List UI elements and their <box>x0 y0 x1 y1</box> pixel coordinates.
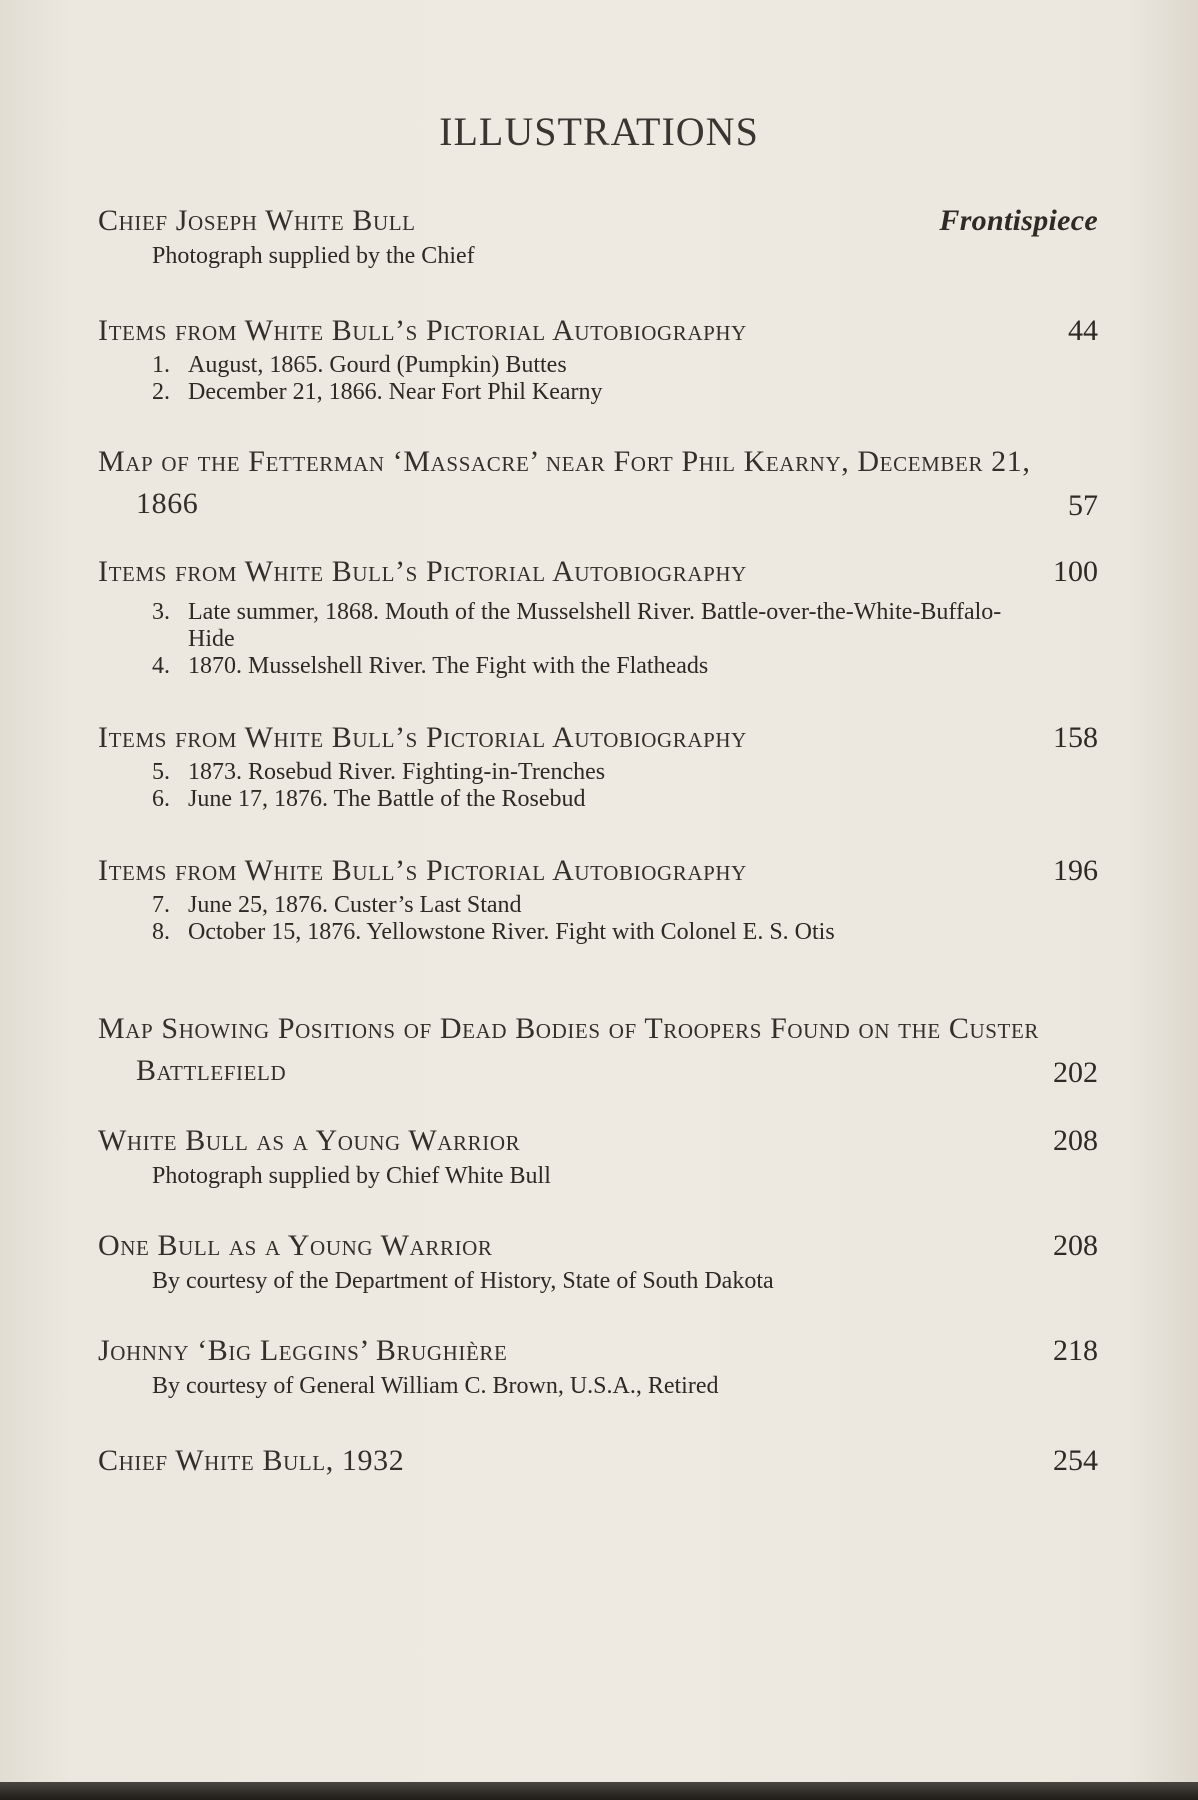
illustration-entry <box>98 1440 1098 1482</box>
item-text: August, 1865. Gourd (Pumpkin) Buttes <box>188 352 567 378</box>
illustration-entry <box>98 200 1098 270</box>
list-item <box>152 352 1032 379</box>
item-text: Late summer, 1868. Mouth of the Musselshell River. Battle-over-the-White-Buffalo-Hide <box>188 599 1002 652</box>
item-text: 1873. Rosebud River. Fighting-in-Trenches <box>188 759 606 785</box>
illustration-entry <box>98 850 1098 946</box>
entry-heading: White Bull as a Young Warrior <box>98 1124 521 1157</box>
entry-heading: Items from White Bull’s Pictorial Autobiography <box>98 555 747 588</box>
entry-heading: Map Showing Positions of Dead Bodies of Troopers Found on the Custer Battlefield <box>98 1012 1040 1087</box>
page-number: 100 <box>1053 555 1098 588</box>
item-number: 8. <box>152 919 170 945</box>
illustration-entry <box>98 1120 1098 1190</box>
item-text: June 17, 1876. The Battle of the Rosebud <box>188 786 586 812</box>
illustration-entry <box>98 1225 1098 1295</box>
illustration-entry <box>98 441 1098 525</box>
entry-heading: Chief White Bull, 1932 <box>98 1444 405 1477</box>
list-item <box>152 759 1032 786</box>
entry-heading: One Bull as a Young Warrior <box>98 1229 493 1262</box>
illustration-entry <box>98 1008 1098 1092</box>
item-text: October 15, 1876. Yellowstone River. Fight with Colonel E. S. Otis <box>188 919 835 945</box>
list-item <box>152 599 1032 653</box>
page-number: 158 <box>1053 721 1098 754</box>
entry-credit: By courtesy of the Department of History, State of South Dakota <box>152 1268 774 1294</box>
item-number: 4. <box>152 653 170 679</box>
book-edge <box>0 1782 1198 1800</box>
page-number: Frontispiece <box>939 204 1098 237</box>
entry-heading: Chief Joseph White Bull <box>98 204 416 237</box>
list-item <box>152 892 1032 919</box>
item-text: June 25, 1876. Custer’s Last Stand <box>188 892 522 918</box>
illustration-entry <box>98 1330 1098 1400</box>
page-number: 218 <box>1053 1334 1098 1367</box>
entry-heading: Map of the Fetterman ‘Massacre’ near Fort Phil Kearny, December 21, 1866 <box>98 445 1031 520</box>
page-title: ILLUSTRATIONS <box>439 109 759 154</box>
entry-credit: Photograph supplied by Chief White Bull <box>152 1163 551 1189</box>
list-item <box>152 379 1032 406</box>
page-number: 196 <box>1053 854 1098 887</box>
page-number: 44 <box>1068 314 1098 347</box>
item-number: 3. <box>152 599 170 625</box>
page-number: 254 <box>1053 1444 1098 1477</box>
item-number: 2. <box>152 379 170 405</box>
entry-credit: By courtesy of General William C. Brown, U.S.A., Retired <box>152 1373 719 1399</box>
item-number: 7. <box>152 892 170 918</box>
page-number: 208 <box>1053 1229 1098 1262</box>
illustration-entry <box>98 310 1098 406</box>
page-number: 57 <box>1068 489 1098 522</box>
entry-credit: Photograph supplied by the Chief <box>152 243 475 269</box>
page-number: 202 <box>1053 1056 1098 1089</box>
item-number: 6. <box>152 786 170 812</box>
list-item <box>152 653 1032 680</box>
entry-heading: Items from White Bull’s Pictorial Autobiography <box>98 314 747 347</box>
entry-heading: Items from White Bull’s Pictorial Autobiography <box>98 854 747 887</box>
entry-heading: Items from White Bull’s Pictorial Autobiography <box>98 721 747 754</box>
item-text: 1870. Musselshell River. The Fight with the Flatheads <box>188 653 709 679</box>
illustration-entry <box>98 717 1098 813</box>
item-number: 1. <box>152 352 170 378</box>
page-number: 208 <box>1053 1124 1098 1157</box>
item-number: 5. <box>152 759 170 785</box>
list-item <box>152 919 1032 946</box>
list-item <box>152 786 1032 813</box>
entry-heading: Johnny ‘Big Leggins’ Brughière <box>98 1334 508 1367</box>
item-text: December 21, 1866. Near Fort Phil Kearny <box>188 379 603 405</box>
illustration-entry <box>98 551 1098 680</box>
